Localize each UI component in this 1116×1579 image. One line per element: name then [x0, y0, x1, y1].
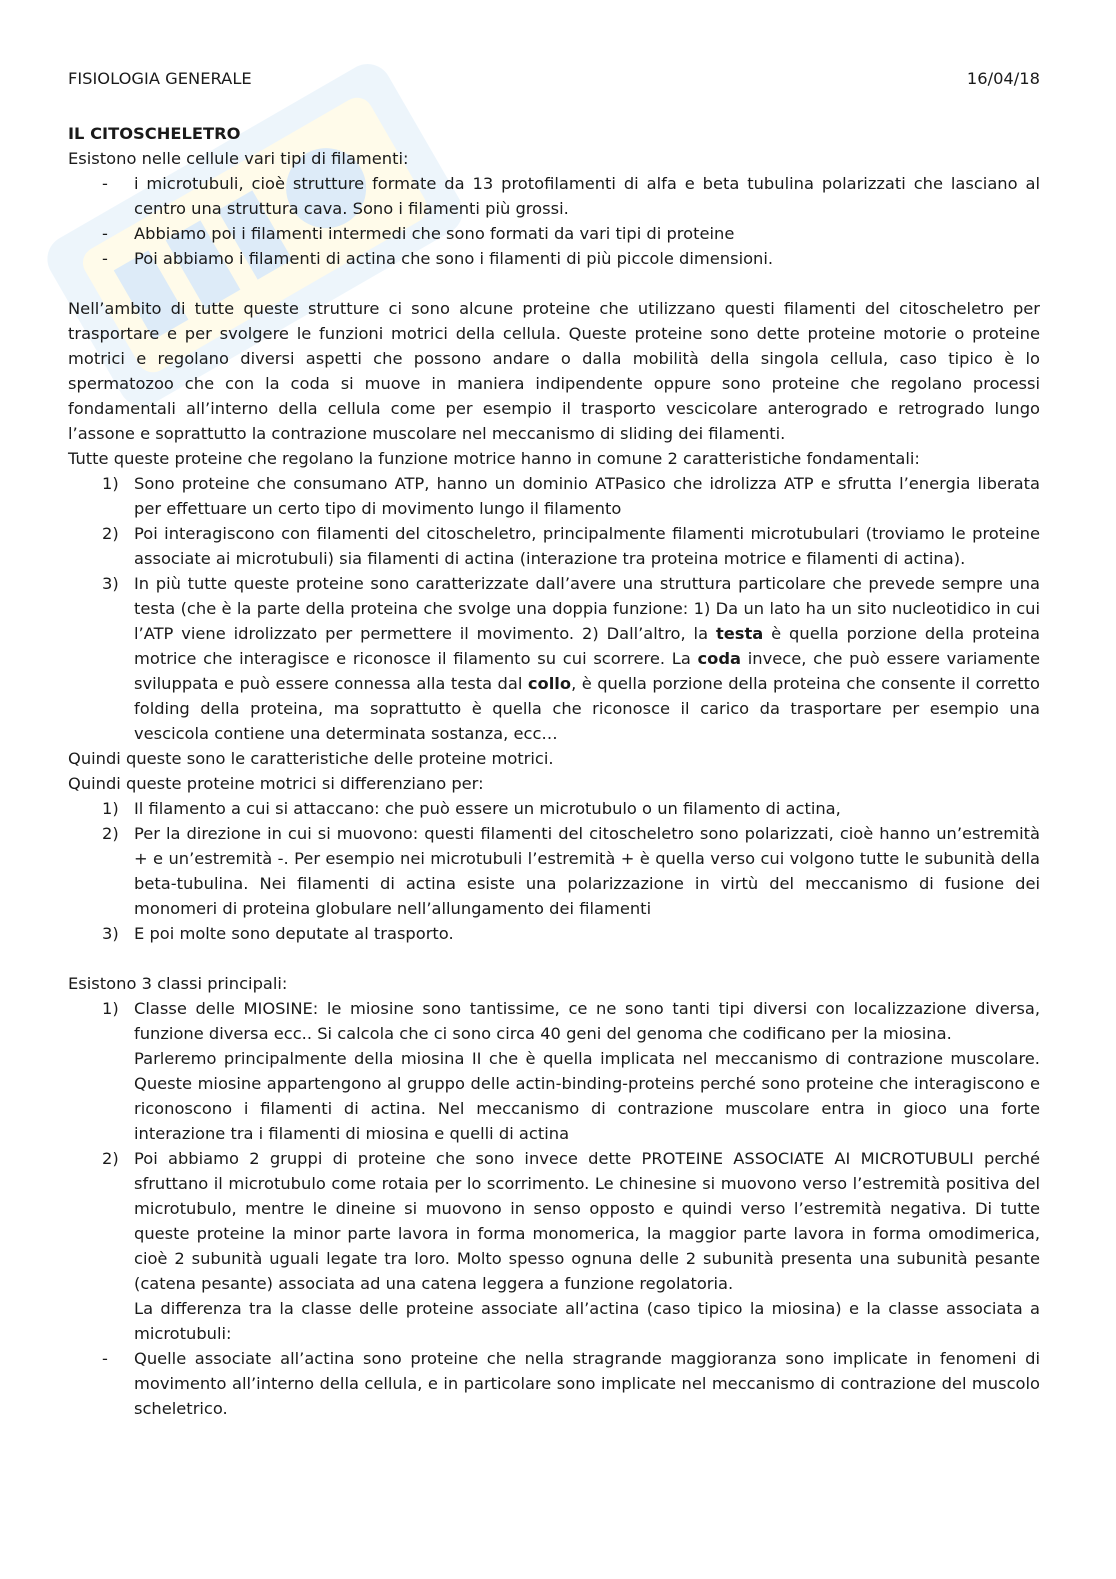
dash-marker: -	[102, 174, 108, 193]
document-page	[68, 66, 1040, 1421]
list-item: 2) Per la direzione in cui si muovono: questi filamenti del citoscheletro sono polarizzati, cioè hanno un’estremità + e un’estremità -. Per esempio nei microtubuli l’estremità + è quella verso cui volgono tutte le subunità della beta-tubulina. Nei filamenti di actina esiste una polarizzazione in virtù del meccanismo di fusione dei monomeri di proteina globulare nell’allungamento dei filamenti	[68, 821, 1040, 921]
course-name: FISIOLOGIA GENERALE	[68, 69, 252, 88]
number-marker: 2)	[102, 1149, 119, 1168]
list-item: - Quelle associate all’actina sono proteine che nella stragrande maggioranza sono implicate in fenomeni di movimento all’interno della cellula, e in particolare sono implicate nel meccanismo di contrazione del muscolo scheletrico.	[68, 1346, 1040, 1421]
section-title: IL CITOSCHELETRO	[68, 124, 241, 143]
motor-paragraph: Nell’ambito di tutte queste strutture ci sono alcune proteine che utilizzano questi filamenti del citoscheletro per trasportare e per svolgere le funzioni motrici della cellula. Queste proteine sono dette proteine motorie o proteine motrici e regolano diversi aspetti che possono andare o dalla mobilità della singola cellula, caso tipico è lo spermatozoo che con la coda si muove in maniera indipendente oppure sono proteine che regolano processi fondamentali all’interno della cellula come per esempio il trasporto vescicolare anterogrado e retrogrado lungo l’assone e soprattutto la contrazione muscolare nel meccanismo di sliding dei filamenti.	[68, 299, 1040, 443]
list-item-continuation: La differenza tra la classe delle proteine associate all’actina (caso tipico la miosina) e la classe associata a microtubuli:	[134, 1299, 1040, 1343]
bold-term-collo: collo	[527, 674, 572, 693]
number-marker: 3)	[102, 574, 119, 593]
number-marker: 3)	[102, 924, 119, 943]
list-item: - Poi abbiamo i filamenti di actina che sono i filamenti di più piccole dimensioni.	[68, 246, 1040, 271]
list-item: 1) Sono proteine che consumano ATP, hanno un dominio ATPasico che idrolizza ATP e sfrutta l’energia liberata per effettuare un certo tipo di movimento lungo il filamento	[68, 471, 1040, 521]
list-item-continuation: Parleremo principalmente della miosina II che è quella implicata nel meccanismo di contrazione muscolare. Queste miosine appartengono al gruppo delle actin-binding-proteins perché sono proteine che interagiscono e riconoscono i filamenti di actina. Nel meccanismo di contrazione muscolare entra in gioco una forte interazione tra i filamenti di miosina e quelli di actina	[134, 1049, 1040, 1143]
list-item: - Abbiamo poi i filamenti intermedi che sono formati da vari tipi di proteine	[68, 221, 1040, 246]
dash-marker: -	[102, 224, 108, 243]
number-marker: 2)	[102, 524, 119, 543]
list-item: 1) Classe delle MIOSINE: le miosine sono tantissime, ce ne sono tanti tipi diversi con localizzazione diversa, funzione diversa ecc.. Si calcola che ci sono circa 40 geni del genoma che codificano per la miosina. Parleremo principalmente della miosina II che è quella implicata nel meccanismo di contrazione muscolare. Queste miosine appartengono al gruppo delle actin-binding-proteins perché sono proteine che interagiscono e riconoscono i filamenti di actina. Nel meccanismo di contrazione muscolare entra in gioco una forte interazione tra i filamenti di miosina e quelli di actina	[68, 996, 1040, 1146]
list-item: 3) E poi molte sono deputate al trasporto.	[68, 921, 1040, 946]
differences-list	[68, 796, 1040, 946]
list-item: 2) Poi abbiamo 2 gruppi di proteine che sono invece dette PROTEINE ASSOCIATE AI MICROTUBULI perché sfruttano il microtubulo come rotaia per lo scorrimento. Le chinesine si muovono verso l’estremità positiva del microtubulo, mentre le dineine si muovono in senso opposto e quindi verso l’estremità negativa. Di tutte queste proteine la minor parte lavora in forma monomerica, la maggior parte lavora in forma omodimerica, cioè 2 subunità uguali legate tra loro. Molto spesso ognuna delle 2 subunità presenta una subunità pesante (catena pesante) associata ad una catena leggera a funzione regolatoria. La differenza tra la classe delle proteine associate all’actina (caso tipico la miosina) e la classe associata a microtubuli:	[68, 1146, 1040, 1346]
bold-term-testa: testa	[715, 624, 764, 643]
page-header	[68, 66, 1040, 91]
number-marker: 1)	[102, 999, 119, 1018]
intro-text: Esistono nelle cellule vari tipi di filamenti:	[68, 149, 409, 168]
list-item: 3) In più tutte queste proteine sono caratterizzate dall’avere una struttura particolare che prevede sempre una testa (che è la parte della proteina che svolge una doppia funzione: 1) Da un lato ha un sito nucleotidico in cui l’ATP viene idrolizzato per permettere il movimento. 2) Dall’altro, la testa è quella porzione della proteina motrice che interagisce e riconosce il filamento su cui scorrere. La coda invece, che può essere variamente sviluppata e può essere connessa alla testa dal collo, è quella porzione della proteina che consente il corretto folding della proteina, ma soprattutto è quella che riconosce il carico da trasportare per esempio una vescicola contiene una determinata sostanza, ecc…	[68, 571, 1040, 746]
dash-marker: -	[102, 249, 108, 268]
list-item: 2) Poi interagiscono con filamenti del citoscheletro, principalmente filamenti microtubulari (troviamo le proteine associate ai microtubuli) sia filamenti di actina (interazione tra proteina motrice e filamenti di actina).	[68, 521, 1040, 571]
classes-list	[68, 996, 1040, 1346]
characteristics-list	[68, 471, 1040, 746]
comparison-list	[68, 1346, 1040, 1421]
filament-list	[68, 171, 1040, 271]
classes-intro: Esistono 3 classi principali:	[68, 974, 288, 993]
document-date: 16/04/18	[966, 69, 1040, 88]
bold-term-coda: coda	[697, 649, 742, 668]
summary-text: Quindi queste sono le caratteristiche delle proteine motrici.	[68, 749, 554, 768]
list-item: - i microtubuli, cioè strutture formate da 13 protofilamenti di alfa e beta tubulina polarizzati che lasciano al centro una struttura cava. Sono i filamenti più grossi.	[68, 171, 1040, 221]
dash-marker: -	[102, 1349, 108, 1368]
list-item: 1) Il filamento a cui si attaccano: che può essere un microtubulo o un filamento di actina,	[68, 796, 1040, 821]
summary-text: Quindi queste proteine motrici si differenziano per:	[68, 774, 484, 793]
number-marker: 1)	[102, 799, 119, 818]
number-marker: 1)	[102, 474, 119, 493]
number-marker: 2)	[102, 824, 119, 843]
common-paragraph: Tutte queste proteine che regolano la funzione motrice hanno in comune 2 caratteristiche fondamentali:	[68, 449, 920, 468]
